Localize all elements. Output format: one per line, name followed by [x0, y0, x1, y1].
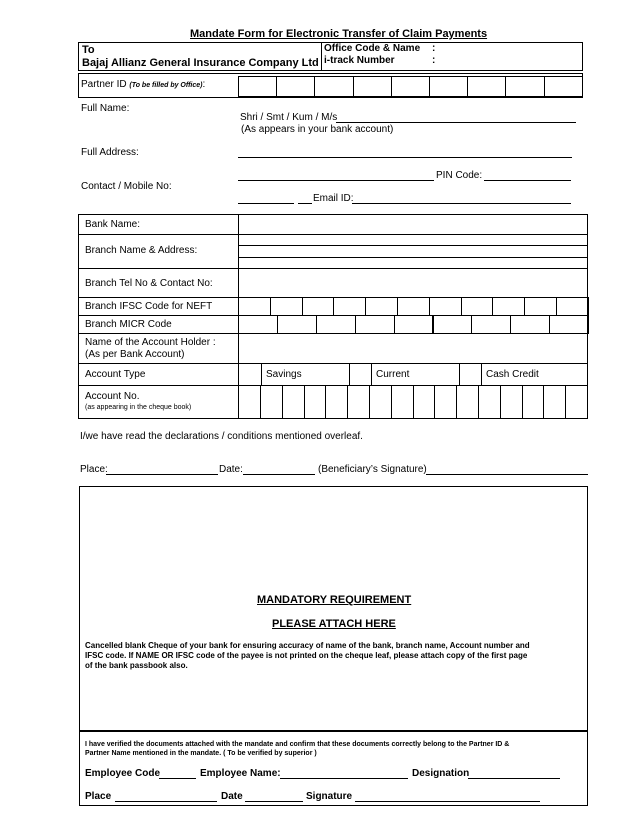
- micr-cell[interactable]: [510, 315, 550, 334]
- ifsc-cell[interactable]: [333, 297, 366, 316]
- to-label: To: [82, 44, 95, 56]
- partner-id-cell[interactable]: [314, 76, 353, 97]
- micr-label: Branch MICR Code: [85, 319, 172, 330]
- current-option[interactable]: Current: [376, 369, 410, 380]
- verifier-date-label: Date: [221, 791, 243, 802]
- account-holder-note: (As per Bank Account): [85, 349, 185, 360]
- employee-name-field[interactable]: [280, 778, 408, 779]
- account-type-label: Account Type: [85, 369, 146, 380]
- partner-id-label: Partner ID (To be filled by Office):: [81, 79, 206, 90]
- place-field[interactable]: [106, 474, 218, 475]
- attach-instruction-3: of the bank passbook also.: [85, 661, 188, 670]
- itrack-colon: :: [432, 55, 436, 66]
- account-no-label: Account No.: [85, 391, 140, 402]
- savings-option[interactable]: Savings: [266, 369, 302, 380]
- verifier-signature-label: Signature: [306, 791, 353, 802]
- micr-cell[interactable]: [238, 315, 278, 334]
- account-no-cell-divider: [282, 385, 283, 419]
- partner-id-cell[interactable]: [544, 76, 583, 97]
- account-no-cell-divider: [500, 385, 501, 419]
- ifsc-cell[interactable]: [429, 297, 462, 316]
- pin-code-label: PIN Code:: [436, 170, 483, 181]
- bank-account-note: (As appears in your bank account): [241, 124, 394, 135]
- ifsc-cell[interactable]: [492, 297, 525, 316]
- account-no-cell-divider: [456, 385, 457, 419]
- verification-text-1: I have verified the documents attached with the mandate and confirm that these documents correctly belong to the Partner ID &: [85, 741, 510, 748]
- account-no-cell-divider: [413, 385, 414, 419]
- partner-id-cell[interactable]: [429, 76, 468, 97]
- partner-id-cell[interactable]: [238, 76, 277, 97]
- employee-code-label: Employee Code: [85, 768, 161, 779]
- office-code-label: Office Code & Name: [324, 43, 421, 54]
- account-no-cell-divider: [522, 385, 523, 419]
- employee-name-label: Employee Name:: [200, 768, 281, 779]
- bank-name-label: Bank Name:: [85, 219, 141, 230]
- ifsc-cell[interactable]: [397, 297, 430, 316]
- account-no-cell-divider: [478, 385, 479, 419]
- company-name: Bajaj Allianz General Insurance Company Ltd: [82, 57, 319, 69]
- address-line-2[interactable]: [238, 180, 434, 181]
- address-line-1[interactable]: [238, 157, 572, 158]
- row-sep-6: [78, 363, 588, 364]
- row-sep-7: [78, 385, 588, 386]
- verification-text-2: Partner Name mentioned in the mandate. ( To be verified by superior ): [85, 750, 317, 757]
- ifsc-cell[interactable]: [556, 297, 589, 316]
- mandatory-requirement: MANDATORY REQUIREMENT: [257, 594, 412, 606]
- signature-label: (Beneficiary’s Signature): [318, 464, 427, 475]
- account-no-cell-divider: [369, 385, 370, 419]
- account-no-cell-divider: [260, 385, 261, 419]
- account-no-cell-divider: [391, 385, 392, 419]
- account-no-cell-divider: [565, 385, 566, 419]
- office-code-colon: :: [432, 43, 436, 54]
- row-sep-1: [78, 234, 588, 235]
- micr-cell[interactable]: [433, 315, 473, 334]
- ifsc-cell[interactable]: [365, 297, 398, 316]
- declaration-text: I/we have read the declarations / conditions mentioned overleaf.: [80, 431, 363, 442]
- verifier-place-label: Place: [85, 791, 112, 802]
- partner-id-cell[interactable]: [505, 76, 544, 97]
- account-no-cell-divider: [304, 385, 305, 419]
- current-box-left: [349, 363, 350, 385]
- attach-instruction-1: Cancelled blank Cheque of your bank for ensuring accuracy of name of the bank, branch name, Account number and: [85, 641, 530, 650]
- verifier-signature-field[interactable]: [355, 801, 540, 802]
- ifsc-cell[interactable]: [524, 297, 557, 316]
- verifier-place-field[interactable]: [115, 801, 217, 802]
- branch-line-2: [238, 257, 588, 258]
- branch-name-label: Branch Name & Address:: [85, 245, 198, 256]
- ifsc-cell[interactable]: [238, 297, 271, 316]
- date-label: Date:: [219, 464, 243, 475]
- pin-code-field[interactable]: [484, 180, 571, 181]
- contact-label: Contact / Mobile No:: [81, 181, 172, 192]
- itrack-label: i-track Number: [324, 55, 395, 66]
- cheque-attach-box[interactable]: [79, 486, 588, 731]
- ifsc-cell[interactable]: [461, 297, 494, 316]
- account-no-cell-divider: [543, 385, 544, 419]
- ifsc-cell[interactable]: [302, 297, 335, 316]
- full-address-label: Full Address:: [81, 147, 139, 158]
- micr-cell[interactable]: [471, 315, 511, 334]
- cash-credit-box-right: [481, 363, 482, 385]
- branch-line-1: [238, 245, 588, 246]
- ifsc-cell[interactable]: [270, 297, 303, 316]
- cash-credit-box-left: [459, 363, 460, 385]
- contact-field-2[interactable]: [298, 203, 312, 204]
- savings-box-edge: [261, 363, 262, 385]
- place-label: Place:: [80, 464, 108, 475]
- partner-id-cell[interactable]: [353, 76, 392, 97]
- full-name-label: Full Name:: [81, 103, 130, 114]
- partner-id-cell[interactable]: [276, 76, 315, 97]
- designation-field[interactable]: [468, 778, 560, 779]
- designation-label: Designation: [412, 768, 470, 779]
- full-name-field[interactable]: [336, 122, 576, 123]
- row-sep-2: [78, 268, 588, 269]
- account-no-note: (as appearing in the cheque book): [85, 404, 192, 411]
- please-attach: PLEASE ATTACH HERE: [272, 618, 396, 630]
- partner-id-cell[interactable]: [467, 76, 506, 97]
- partner-id-cell[interactable]: [391, 76, 430, 97]
- ifsc-label: Branch IFSC Code for NEFT: [85, 301, 213, 312]
- shri-label: Shri / Smt / Kum / M/s: [240, 112, 338, 123]
- email-label: Email ID:: [313, 193, 354, 204]
- branch-tel-label: Branch Tel No & Contact No:: [85, 278, 213, 289]
- employee-code-field[interactable]: [159, 778, 196, 779]
- account-no-cell-divider: [347, 385, 348, 419]
- micr-cell[interactable]: [394, 315, 434, 334]
- contact-field[interactable]: [238, 203, 294, 204]
- account-no-cell-divider: [434, 385, 435, 419]
- micr-cell[interactable]: [549, 315, 589, 334]
- account-no-cell-divider: [325, 385, 326, 419]
- email-field[interactable]: [352, 203, 571, 204]
- header-divider: [321, 42, 322, 71]
- micr-cell[interactable]: [277, 315, 317, 334]
- form-title: Mandate Form for Electronic Transfer of Claim Payments: [190, 28, 488, 40]
- cash-credit-option[interactable]: Cash Credit: [486, 369, 539, 380]
- attach-instruction-2: IFSC code. If NAME OR IFSC code of the payee is not printed on the cheque leaf, please attach copy of the first page: [85, 651, 528, 660]
- verifier-date-field[interactable]: [245, 801, 303, 802]
- account-holder-label: Name of the Account Holder :: [85, 337, 216, 348]
- current-box-right: [371, 363, 372, 385]
- micr-cell[interactable]: [316, 315, 356, 334]
- micr-cell[interactable]: [355, 315, 395, 334]
- date-field[interactable]: [243, 474, 315, 475]
- signature-field[interactable]: [426, 474, 588, 475]
